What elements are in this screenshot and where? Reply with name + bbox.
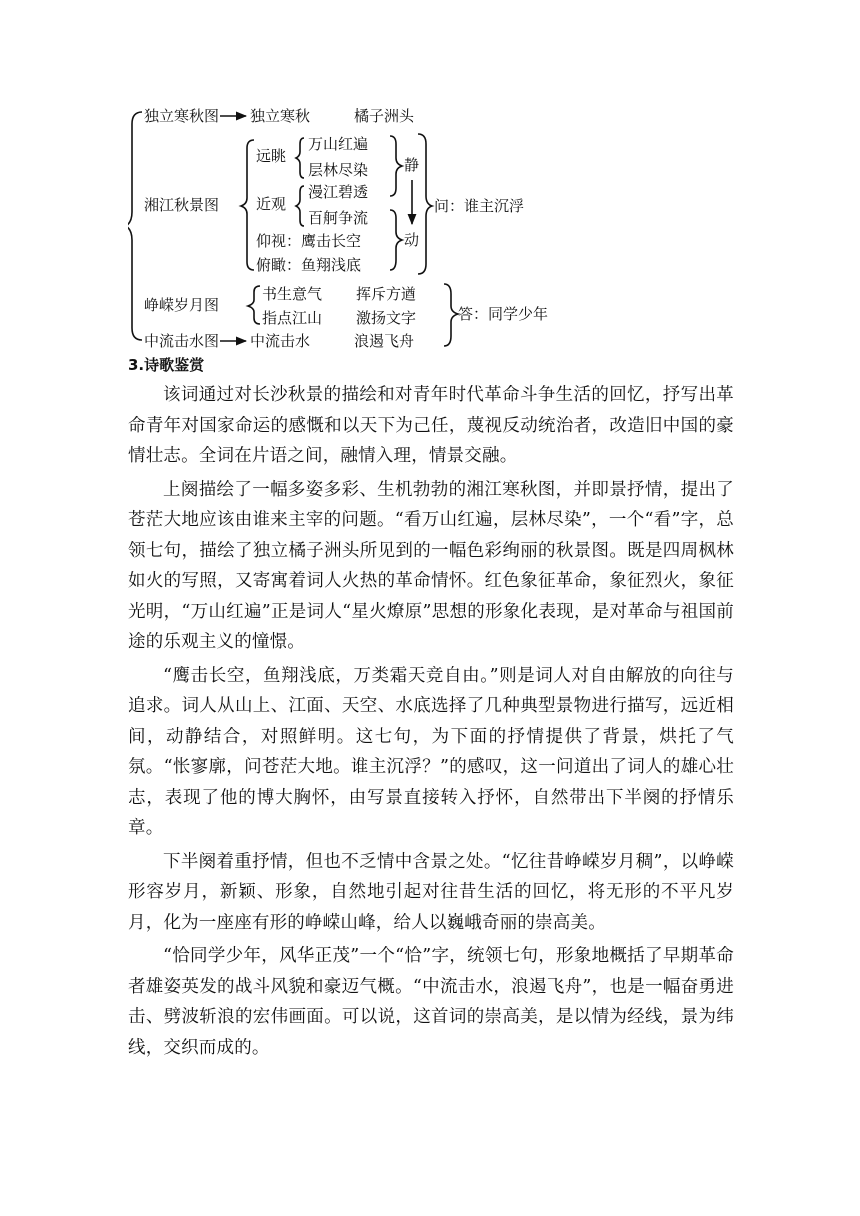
branch3-line2-b: 激扬文字 <box>356 309 417 327</box>
branch2-label: 湘江秋景图 <box>144 196 220 214</box>
branch3-line1-a: 书生意气 <box>262 285 323 303</box>
branch3-line1-b: 挥斥方遒 <box>356 285 417 303</box>
far-1: 万山红遍 <box>308 135 369 153</box>
near-2: 百舸争流 <box>308 209 369 227</box>
dynamic-brace <box>390 210 402 270</box>
answer-text: 答：同学少年 <box>458 305 549 323</box>
near-1: 漫江碧透 <box>308 183 369 201</box>
branch4-text2: 浪遏飞舟 <box>354 332 415 350</box>
paragraph: 该词通过对长沙秋景的描绘和对青年时代革命斗争生活的回忆，抒写出革命青年对国家命运的感慨和以天下为己任，蔑视反动统治者，改造旧中国的豪情壮志。全词在片语之间，融情入理，情景交融。 <box>128 385 734 466</box>
paragraph: 下半阕着重抒情，但也不乏情中含景之处。“忆往昔峥嵘岁月稠”，以峥嵘形容岁月，新颖、形象，自然地引起对往昔生活的回忆，将无形的不平凡岁月，化为一座座有形的峥嵘山峰，给人以巍峨奇丽的崇高美。 <box>128 851 734 933</box>
static-label: 静 <box>404 156 420 174</box>
main-brace <box>128 112 142 340</box>
static-brace <box>390 136 402 196</box>
far-2: 层林尽染 <box>308 161 369 179</box>
branch4-text1: 中流击水 <box>250 332 311 350</box>
question-brace <box>418 134 432 274</box>
far-brace <box>296 138 304 178</box>
near-brace <box>296 186 304 226</box>
body-text <box>128 380 734 1066</box>
section-heading: 3.诗歌鉴赏 <box>128 356 205 374</box>
answer-brace <box>444 284 458 346</box>
poem-structure-diagram <box>128 100 588 352</box>
paragraph: 上阕描绘了一幅多姿多彩、生机勃勃的湘江寒秋图，并即景抒情，提出了苍茫大地应该由谁来主宰的问题。“看万山红遍，层林尽染”，一个“看”字，总领七句，描绘了独立橘子洲头所见到的一幅色彩绚丽的秋景图。既是四周枫林如火的写照，又寄寓着词人火热的革命情怀。红色象征革命，象征烈火，象征光明，“万山红遍”正是词人“星火燎原”思想的形象化表现，是对革命与祖国前途的乐观主义的憧憬。 <box>128 479 734 652</box>
down-view: 俯瞰：鱼翔浅底 <box>256 256 362 274</box>
far-label: 远眺 <box>256 147 287 165</box>
question-text: 问：谁主沉浮 <box>434 197 525 215</box>
branch3-line2-a: 指点江山 <box>262 309 323 327</box>
branch1-label: 独立寒秋图 <box>144 107 220 125</box>
branch4-label: 中流击水图 <box>144 332 220 350</box>
dynamic-label: 动 <box>404 231 420 249</box>
branch3-brace <box>248 286 260 324</box>
branch1-text2: 橘子洲头 <box>354 107 415 125</box>
paragraph: “恰同学少年，风华正茂”一个“恰”字，统领七句，形象地概括了早期革命者雄姿英发的战斗风貌和豪迈气概。“中流击水，浪遏飞舟”，也是一幅奋勇进击、劈波斩浪的宏伟画面。可以说，这首词的崇高美，是以情为经线，景为纬线，交织而成的。 <box>128 946 734 1058</box>
up-view: 仰视：鹰击长空 <box>256 232 362 250</box>
branch1-text1: 独立寒秋 <box>250 107 311 125</box>
near-label: 近观 <box>256 195 287 213</box>
branch3-label: 峥嵘岁月图 <box>144 296 220 314</box>
paragraph: “鹰击长空，鱼翔浅底，万类霜天竞自由。”则是词人对自由解放的向往与追求。词人从山上、江面、天空、水底选择了几种典型景物进行描写，远近相间，动静结合，对照鲜明。这七句，为下面的抒情提供了背景，烘托了气氛。“怅寥廓，问苍茫大地。谁主沉浮？”的感叹，这一问道出了词人的雄心壮志，表现了他的博大胸怀，由写景直接转入抒怀，自然带出下半阕的抒情乐章。 <box>128 665 734 838</box>
branch2-brace <box>241 140 254 270</box>
